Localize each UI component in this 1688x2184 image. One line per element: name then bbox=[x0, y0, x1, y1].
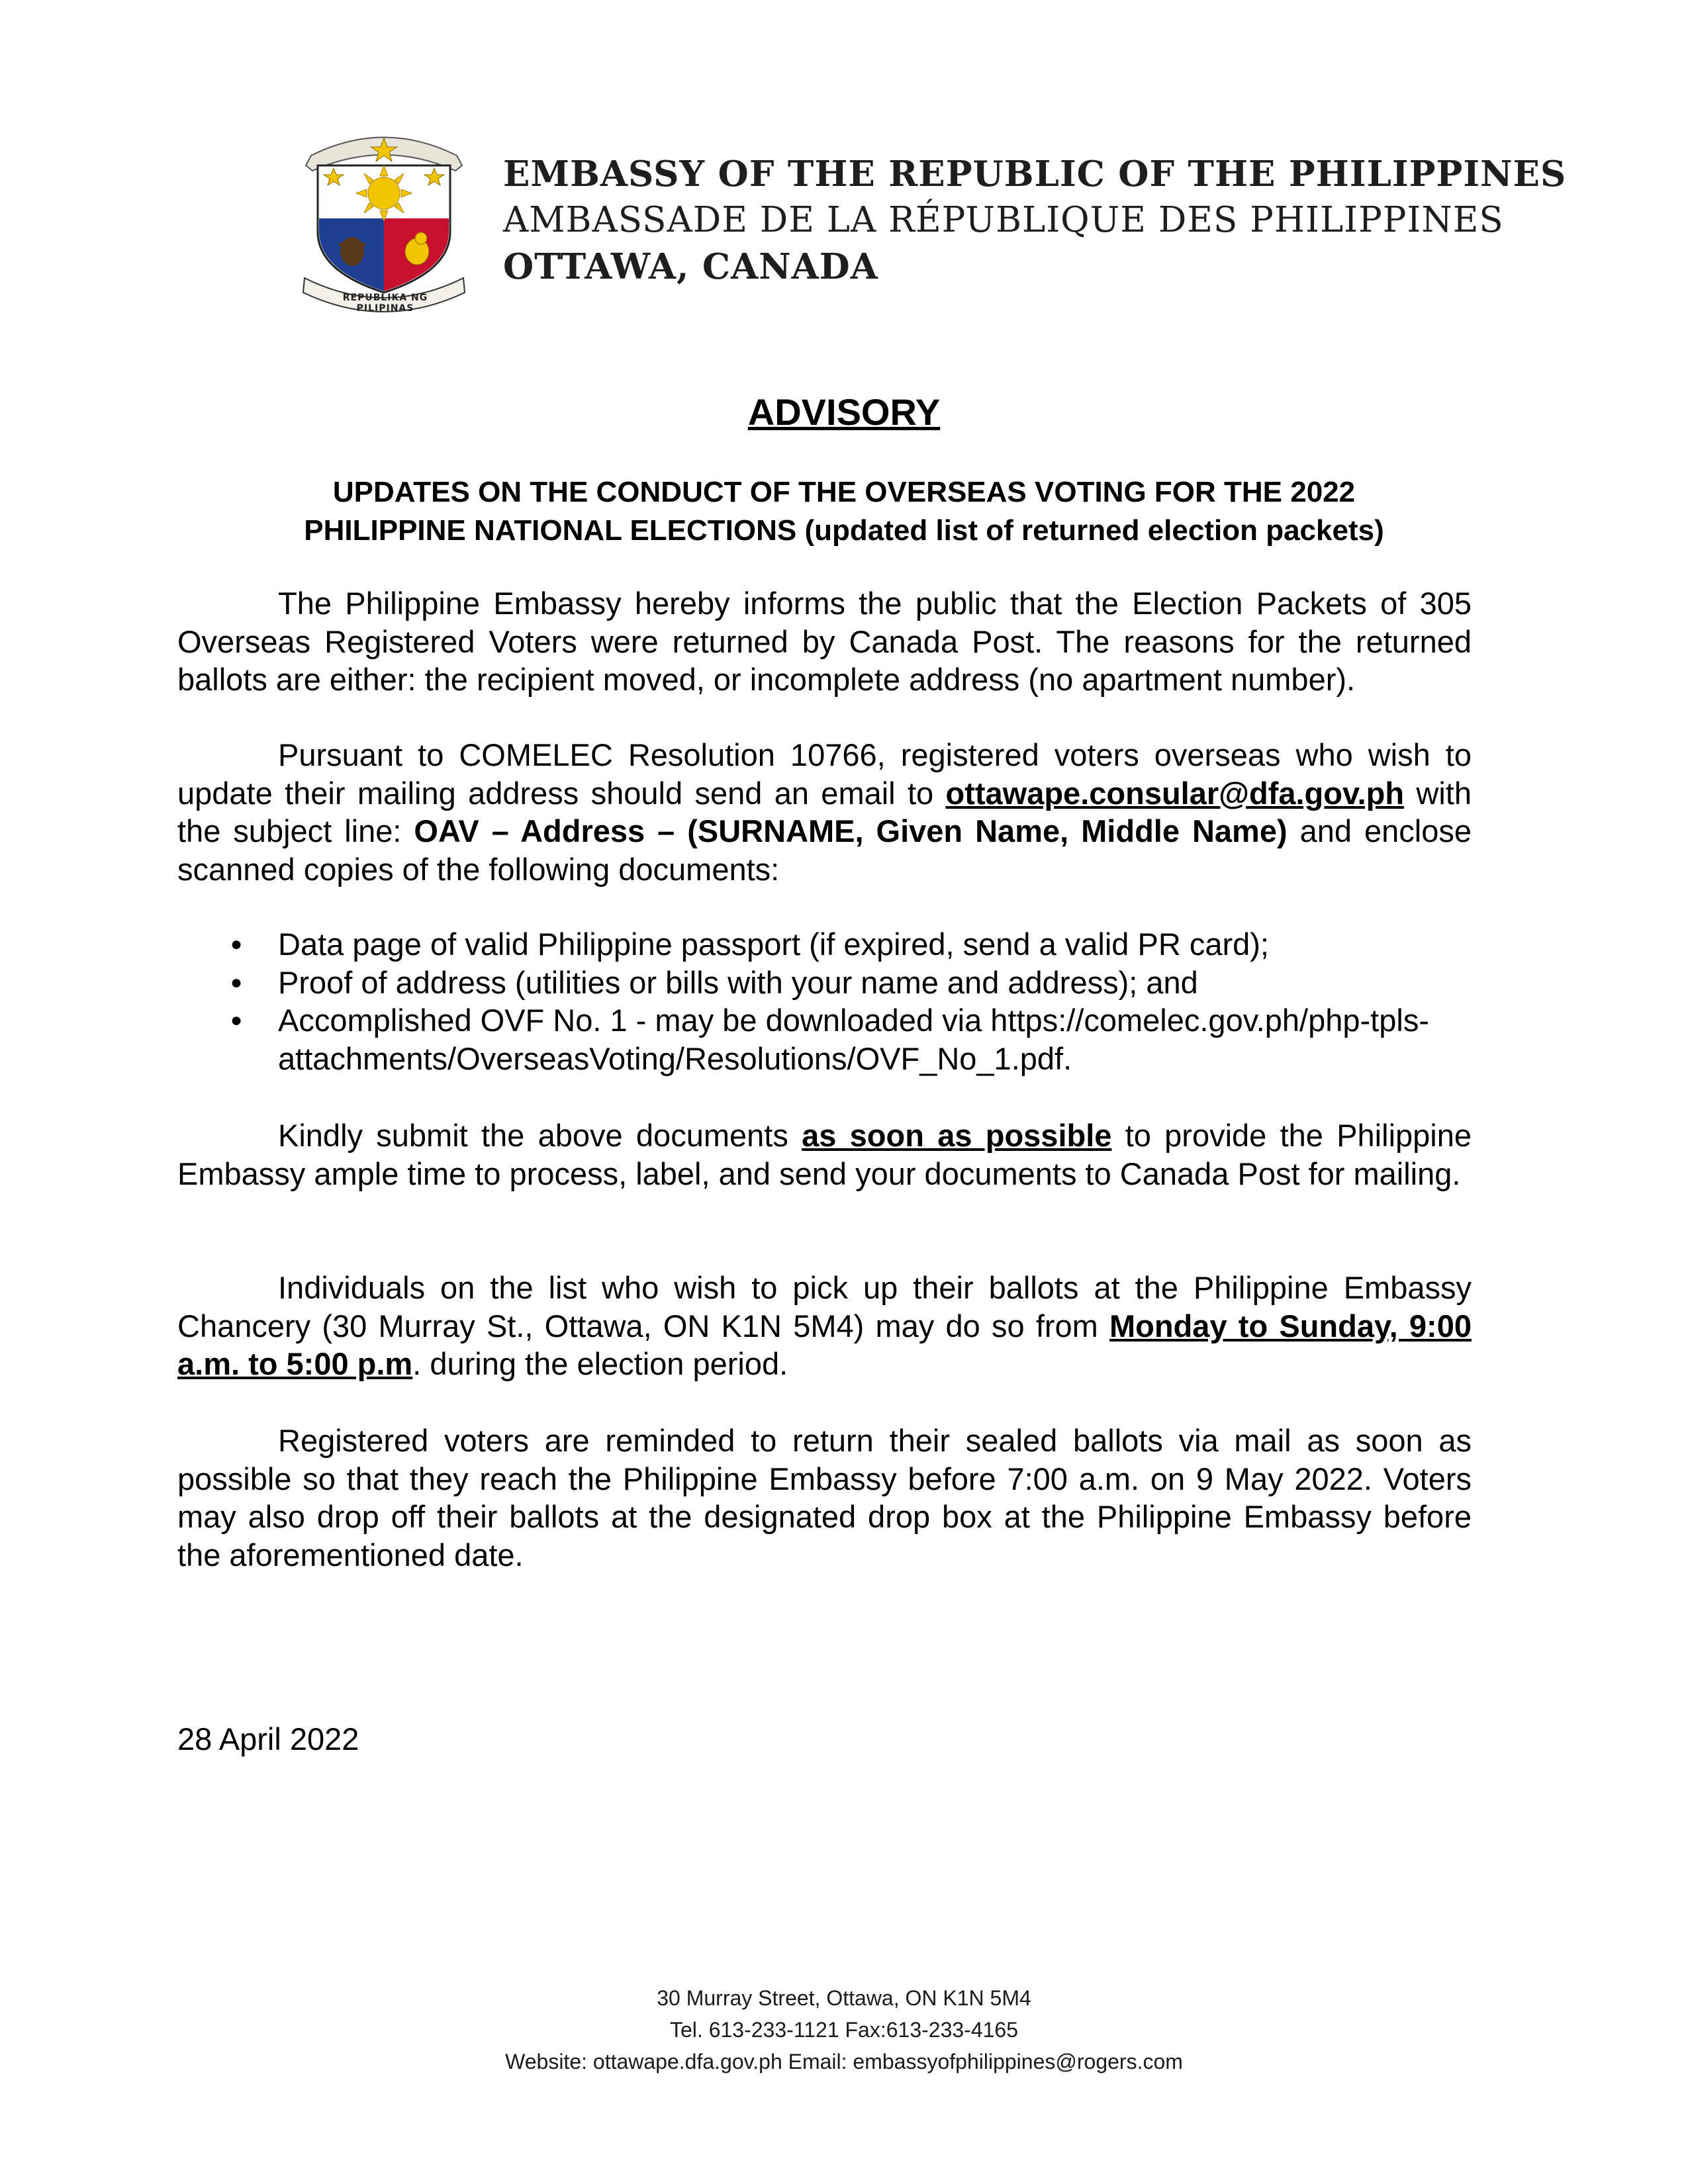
subheading-line-1: UPDATES ON THE CONDUCT OF THE OVERSEAS VOTING FOR THE 2022 bbox=[332, 476, 1356, 508]
paragraph-returned-packets bbox=[177, 584, 1472, 699]
footer-web-email: Website: ottawape.dfa.gov.ph Email: embassyofphilippines@rogers.com bbox=[505, 2050, 1183, 2073]
footer-contact bbox=[0, 1982, 1688, 2077]
consular-email-link[interactable]: ottawape.consular@dfa.gov.ph bbox=[945, 775, 1405, 811]
paragraph-pickup-ballots: Individuals on the list who wish to pick up their ballots at the Philippine Embassy Chancery (30 Murray St., Ottawa, ON K1N 5M4) may do so from Monday to Sunday, 9:00 a.m. to 5:00 p.m. during the election period. bbox=[177, 1270, 1472, 1381]
list-item: ● Proof of address (utilities or bills with your name and address); and bbox=[177, 964, 1472, 1002]
paragraph-2-text-a: Pursuant to COMELEC Resolution 10766, registered voters overseas who wish to update their mailing address should send an email to bbox=[177, 737, 1472, 811]
letterhead-city: OTTAWA, CANADA bbox=[503, 246, 878, 287]
coat-of-arms-icon bbox=[291, 119, 477, 318]
footer-address: 30 Murray Street, Ottawa, ON K1N 5M4 bbox=[657, 1986, 1031, 2010]
seal-motto: REPUBLIKA NG PILIPINAS bbox=[342, 293, 428, 314]
list-item: ● Data page of valid Philippine passport (if expired, send a valid PR card); bbox=[177, 925, 1472, 964]
paragraph-5-text: Registered voters are reminded to return their sealed ballots via mail as soon as possible so that they reach the Philippine Embassy before 7:00 a.m. on 9 May 2022. Voters may also drop off their ballots at the designated drop box at the Philippine Embassy before the aforementioned date. bbox=[177, 1423, 1472, 1572]
pickup-schedule: Monday to Sunday, 9:00 a.m. to 5:00 p.m bbox=[177, 1308, 1472, 1381]
paragraph-submit-asap: Kindly submit the above documents as soon as possible to provide the Philippine Embassy ample time to process, label, and send your documents to Canada Post for mailing. bbox=[177, 1118, 1472, 1191]
paragraph-2-text-c: and enclose scanned copies of the following documents: bbox=[177, 813, 1472, 887]
paragraph-1-text: The Philippine Embassy hereby informs the public that the Election Packets of 305 Overseas Registered Voters were returned by Canada Post. The reasons for the returned ballots are either: the recipient moved, or incomplete address (no apartment number). bbox=[177, 586, 1472, 697]
letterhead-english: EMBASSY OF THE REPUBLIC OF THE PHILIPPINES bbox=[503, 154, 1567, 195]
paragraph-update-address bbox=[177, 736, 1472, 888]
required-documents-list bbox=[177, 925, 1472, 1077]
footer-phone: Tel. 613-233-1121 Fax:613-233-4165 bbox=[670, 2018, 1018, 2042]
advisory-subheading bbox=[172, 473, 1516, 550]
bullet-icon: ● bbox=[230, 1009, 243, 1031]
subheading-line-2: PHILIPPINE NATIONAL ELECTIONS (updated list of returned election packets) bbox=[304, 514, 1384, 547]
bullet-icon: ● bbox=[230, 933, 243, 955]
list-item: ● Accomplished OVF No. 1 - may be downloaded via https://comelec.gov.ph/php-tpls-attachments/OverseasVoting/Resolutions/OVF_No_1.pdf. bbox=[230, 1003, 1429, 1076]
paragraph-2-text-b: with the subject line: bbox=[177, 775, 1472, 848]
paragraph-return-ballots bbox=[177, 1422, 1472, 1574]
advisory-title: ADVISORY bbox=[747, 391, 941, 433]
email-subject-line: OAV – Address – (SURNAME, Given Name, Middle Name) bbox=[414, 813, 1288, 848]
letterhead-french: AMBASSADE DE LA RÉPUBLIQUE DES PHILIPPINES bbox=[503, 200, 1504, 240]
emphasis-asap: as soon as possible bbox=[802, 1118, 1112, 1153]
advisory-date: 28 April 2022 bbox=[177, 1721, 359, 1756]
bullet-icon: ● bbox=[230, 971, 243, 993]
